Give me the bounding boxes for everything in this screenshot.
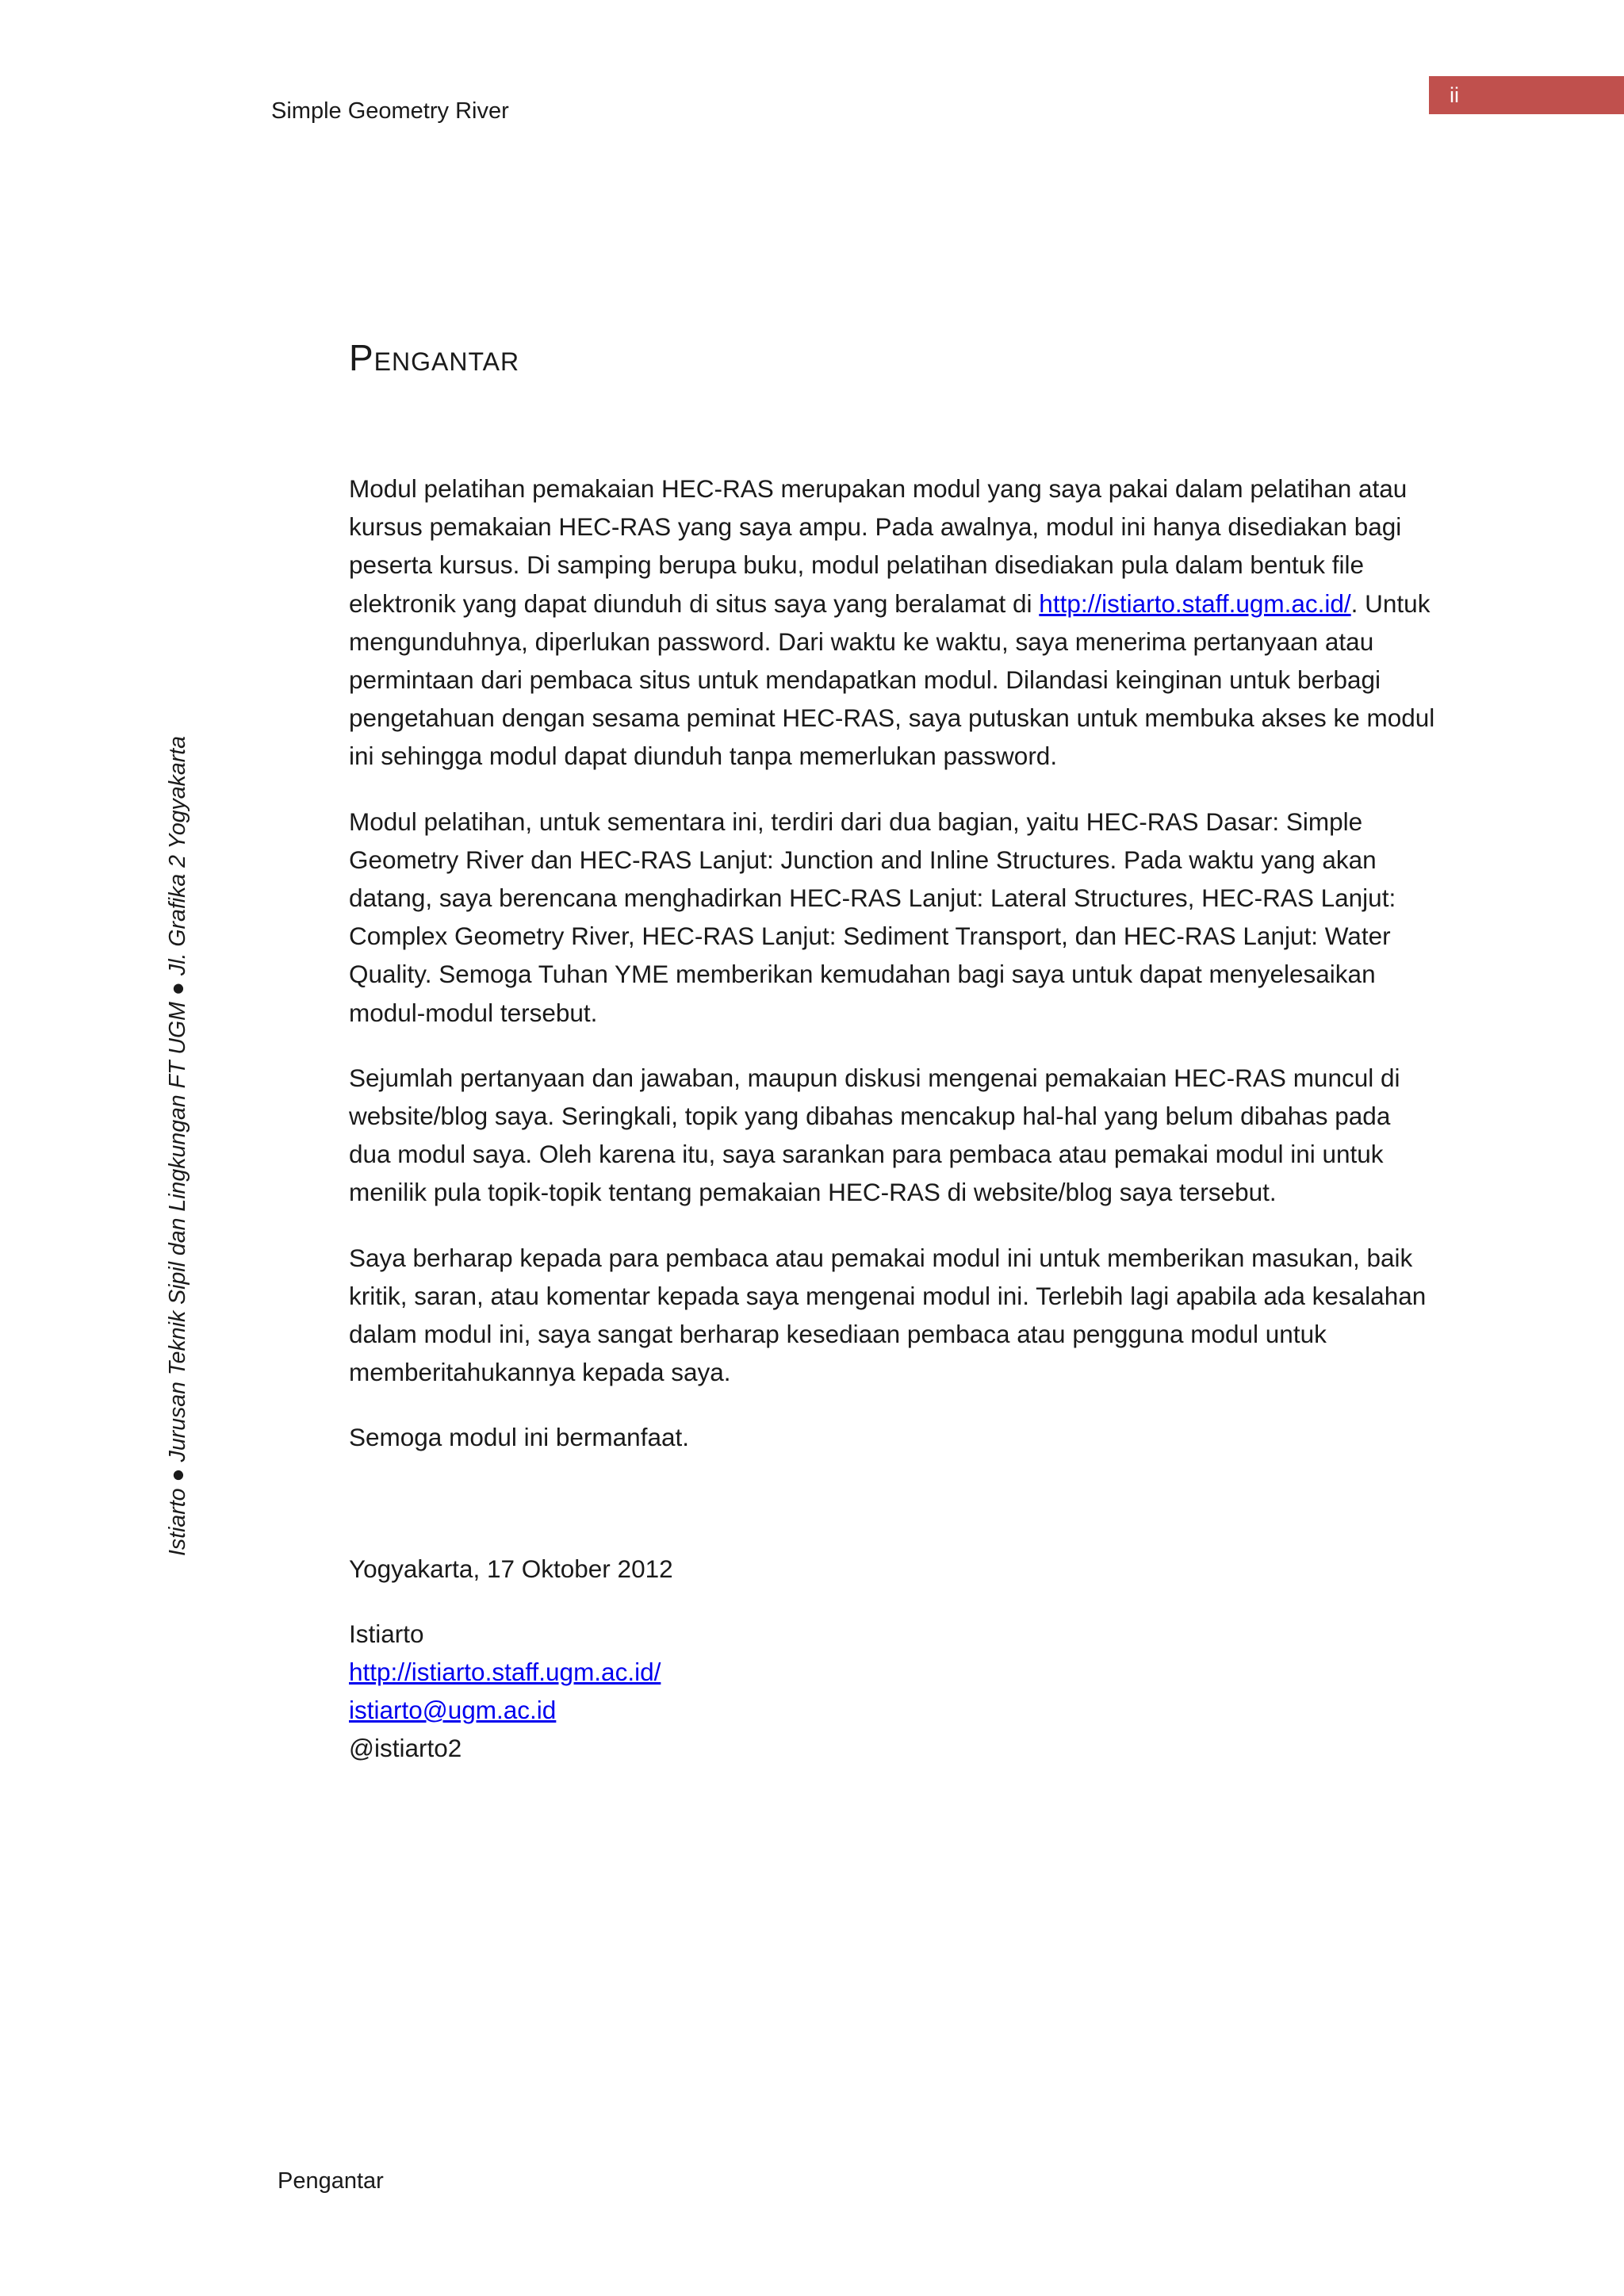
- author-email-link[interactable]: istiarto@ugm.ac.id: [349, 1696, 557, 1725]
- paragraph-1: [349, 470, 1435, 776]
- paragraph-4: Saya berharap kepada para pembaca atau pemakai modul ini untuk memberikan masukan, baik kritik, saran, atau komentar kepada saya mengenai modul ini. Terlebih lagi apabila ada kesalahan dalam modul ini, saya sangat berharap kesediaan pembaca atau pengguna modul untuk memberitahukannya kepada saya.: [349, 1243, 1427, 1387]
- signature-block: [349, 1615, 1435, 1768]
- page-number: ii: [1429, 76, 1624, 114]
- running-header: Simple Geometry River: [271, 98, 509, 124]
- closing-line: Semoga modul ini bermanfaat.: [349, 1423, 689, 1452]
- author-handle: @istiarto2: [349, 1734, 462, 1763]
- author-name: Istiarto: [349, 1619, 424, 1648]
- paragraph-3: Sejumlah pertanyaan dan jawaban, maupun diskusi mengenai pemakaian HEC-RAS muncul di website/blog saya. Seringkali, topik yang dibahas mencakup hal-hal yang belum dibahas pada dua modul saya. Oleh karena itu, saya sarankan para pembaca atau pemakai modul ini untuk menilik pula topik-topik tentang pemakaian HEC-RAS di website/blog saya tersebut.: [349, 1063, 1400, 1207]
- side-text-container: [157, 698, 198, 1594]
- paragraph-1-text-a: Modul pelatihan pemakaian HEC-RAS merupakan modul yang saya pakai dalam pelatihan atau kursus pemakaian HEC-RAS yang saya ampu. Pada awalnya, modul ini hanya disediakan bagi peserta kursus. Di samping berupa buku, modul pelatihan disediakan pula dalam bentuk file elektronik yang dapat diunduh di situs saya yang beralamat di: [349, 474, 1408, 618]
- page-footer: Pengantar: [278, 2168, 384, 2194]
- vertical-author-affiliation: Istiarto ● Jurusan Teknik Sipil dan Lingkungan FT UGM ● Jl. Grafika 2 Yogyakarta: [165, 736, 190, 1557]
- body-text: [349, 470, 1435, 1768]
- paragraph-1-text-b: . Untuk mengunduhnya, diperlukan password. Dari waktu ke waktu, saya menerima pertanyaan atau permintaan dari pembaca situs untuk mendapatkan modul. Dilandasi keinginan untuk berbagi pengetahuan dengan sesama peminat HEC-RAS, saya putuskan untuk membuka akses ke modul ini sehingga modul dapat diunduh tanpa memerlukan password.: [349, 588, 1435, 771]
- website-link-inline[interactable]: http://istiarto.staff.ugm.ac.id/: [1039, 588, 1351, 618]
- dateline: Yogyakarta, 17 Oktober 2012: [349, 1554, 673, 1583]
- author-website-link[interactable]: http://istiarto.staff.ugm.ac.id/: [349, 1658, 661, 1687]
- paragraph-2: Modul pelatihan, untuk sementara ini, terdiri dari dua bagian, yaitu HEC-RAS Dasar: Simple Geometry River dan HEC-RAS Lanjut: Junction and Inline Structures. Pada waktu yang akan datang, saya berencana menghadirkan HEC-RAS Lanjut: Lateral Structures, HEC-RAS Lanjut: Complex Geometry River, HEC-RAS Lanjut: Sediment Transport, dan HEC-RAS Lanjut: Water Quality. Semoga Tuhan YME memberikan kemudahan bagi saya untuk dapat menyelesaikan modul-modul tersebut.: [349, 807, 1396, 1027]
- page-title: Pengantar: [349, 337, 520, 378]
